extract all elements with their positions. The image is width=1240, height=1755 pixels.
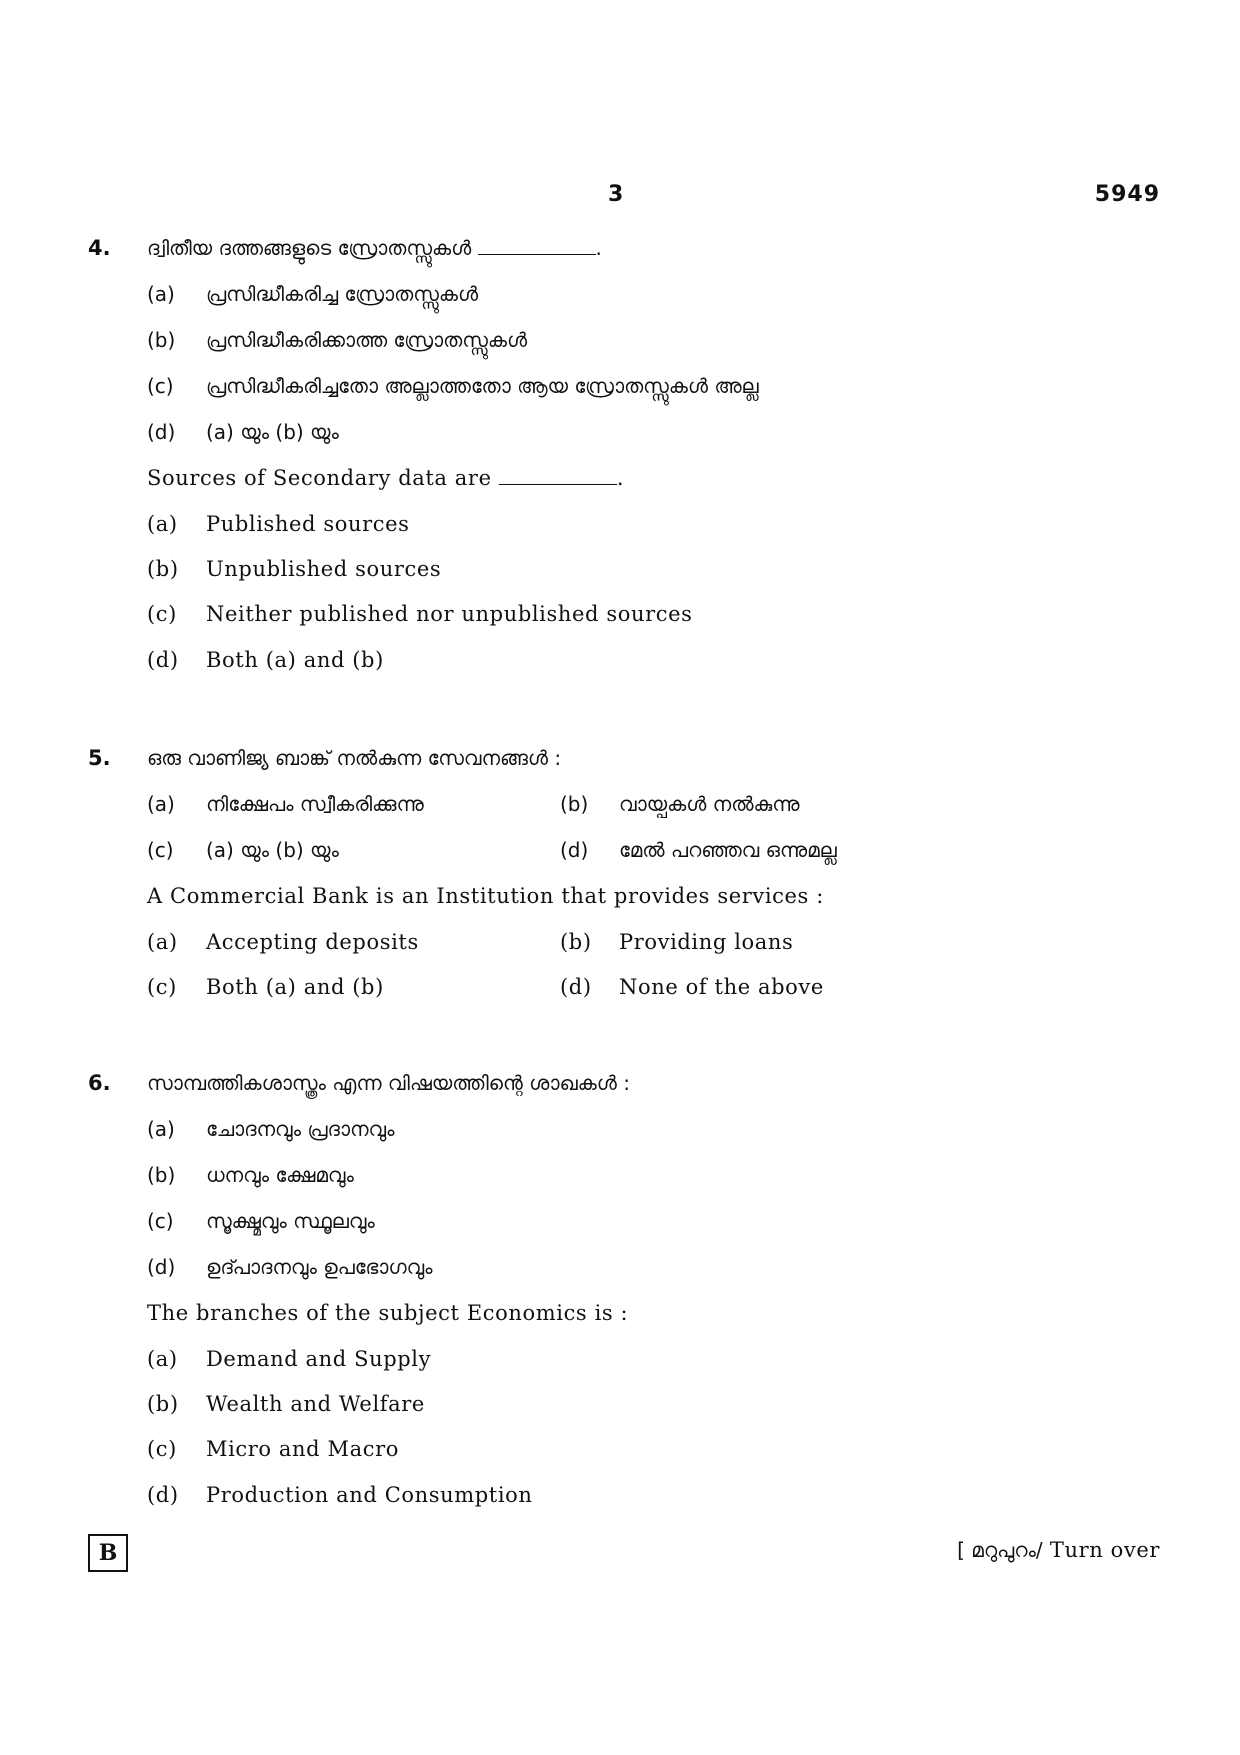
- question-number: 5.: [88, 746, 111, 770]
- option-b-ml: (b) പ്രസിദ്ധീകരിക്കാത്ത സ്രോതസ്സുകൾ: [147, 328, 528, 352]
- paper-code: 5949: [1094, 182, 1160, 207]
- option-a-en: (a) Accepting deposits: [147, 930, 419, 954]
- option-c-ml: (c) പ്രസിദ്ധീകരിച്ചതോ അല്ലാത്തതോ ആയ സ്രോതസ്സുകൾ അല്ല: [147, 374, 759, 398]
- option-c-en: (c) Neither published nor unpublished sources: [147, 602, 693, 626]
- question-set-code: B: [88, 1534, 128, 1572]
- option-d-ml: (d) മേൽ പറഞ്ഞവ ഒന്നുമല്ല: [560, 838, 837, 862]
- option-d-ml: (d) ഉദ്പാദനവും ഉപഭോഗവും: [147, 1255, 433, 1279]
- option-a-ml: (a) നിക്ഷേപം സ്വീകരിക്കുന്നു: [147, 792, 424, 816]
- option-a-ml: (a) ചോദനവും പ്രദാനവും: [147, 1117, 395, 1141]
- question-stem-en: Sources of Secondary data are .: [147, 466, 625, 490]
- answer-blank: [478, 253, 596, 255]
- question-number: 4.: [88, 236, 111, 260]
- question-stem-en: The branches of the subject Economics is :: [147, 1301, 629, 1325]
- option-b-en: (b) Wealth and Welfare: [147, 1392, 425, 1416]
- question-number: 6.: [88, 1071, 111, 1095]
- option-d-en: (d) None of the above: [560, 975, 824, 999]
- question-stem-en: A Commercial Bank is an Institution that provides services :: [147, 884, 824, 908]
- question-stem-ml: സാമ്പത്തികശാസ്ത്രം എന്ന വിഷയത്തിന്റെ ശാഖകൾ :: [147, 1071, 630, 1095]
- option-c-en: (c) Micro and Macro: [147, 1437, 399, 1461]
- option-c-en: (c) Both (a) and (b): [147, 975, 384, 999]
- turn-over-note: [ മറുപുറം/ Turn over: [957, 1538, 1160, 1562]
- option-b-en: (b) Providing loans: [560, 930, 794, 954]
- option-d-ml: (d) (a) യും (b) യും: [147, 420, 339, 444]
- option-c-ml: (c) (a) യും (b) യും: [147, 838, 339, 862]
- option-c-ml: (c) സൂക്ഷ്മവും സ്ഥൂലവും: [147, 1209, 375, 1233]
- question-stem-ml: ദ്വിതീയ ദത്തങ്ങളുടെ സ്രോതസ്സുകൾ .: [147, 236, 602, 260]
- option-b-ml: (b) ധനവും ക്ഷേമവും: [147, 1163, 354, 1187]
- option-b-ml: (b) വായ്പകൾ നൽകുന്നു: [560, 792, 800, 816]
- page-number: 3: [608, 182, 624, 207]
- option-a-en: (a) Published sources: [147, 512, 410, 536]
- option-d-en: (d) Production and Consumption: [147, 1483, 533, 1507]
- question-stem-ml: ഒരു വാണിജ്യ ബാങ്ക് നൽകുന്ന സേവനങ്ങൾ :: [147, 746, 562, 770]
- option-a-en: (a) Demand and Supply: [147, 1347, 432, 1371]
- answer-blank: [499, 483, 617, 485]
- option-b-en: (b) Unpublished sources: [147, 557, 442, 581]
- option-a-ml: (a) പ്രസിദ്ധീകരിച്ച സ്രോതസ്സുകൾ: [147, 282, 479, 306]
- option-d-en: (d) Both (a) and (b): [147, 648, 384, 672]
